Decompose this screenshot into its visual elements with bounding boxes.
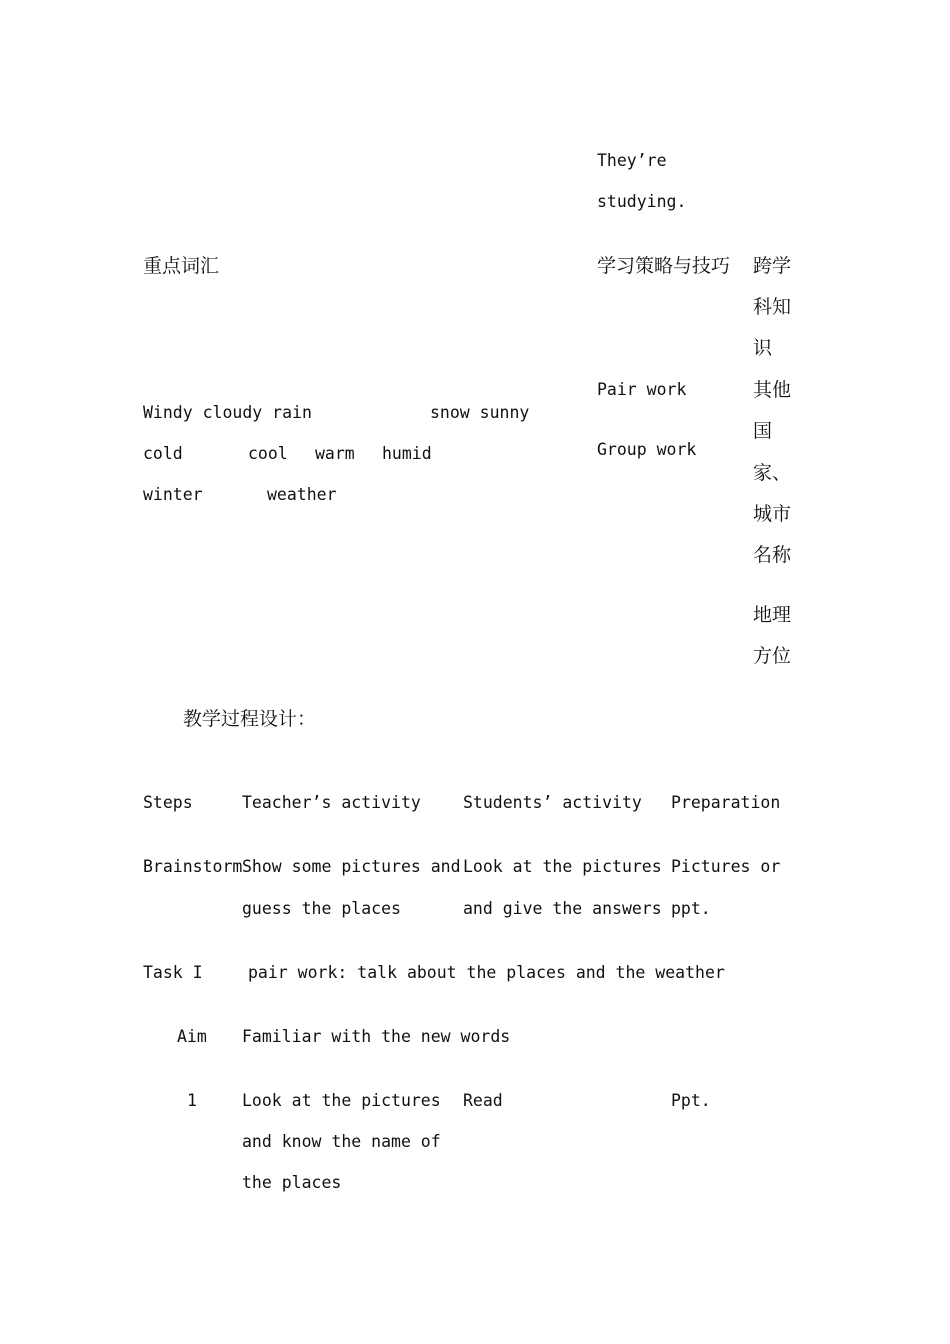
brainstorm-teacher-line-1: Show some pictures and bbox=[242, 857, 461, 876]
cross-heading-line-3: 识 bbox=[753, 337, 773, 359]
cross-item1-line-2: 国 bbox=[753, 420, 773, 442]
brainstorm-step: Brainstorm bbox=[143, 857, 243, 876]
strategy-heading: 学习策略与技巧 bbox=[597, 255, 731, 277]
vocab-winter: winter bbox=[143, 485, 203, 504]
cross-item2-line-1: 地理 bbox=[753, 604, 792, 626]
strategy-pair-work: Pair work bbox=[597, 380, 687, 399]
vocab-warm: warm bbox=[315, 444, 355, 463]
header-students-activity: Students’ activity bbox=[463, 793, 642, 812]
step1-teacher-line-2: and know the name of bbox=[242, 1132, 441, 1151]
brainstorm-students-line-2: and give the answers bbox=[463, 899, 662, 918]
task1-description: pair work: talk about the places and the weather bbox=[248, 963, 725, 982]
example-sentence-line-1: They’re bbox=[597, 151, 667, 170]
step1-prep: Ppt. bbox=[671, 1091, 711, 1110]
vocab-row1-a: Windy cloudy rain bbox=[143, 403, 312, 422]
vocab-row1-b: snow sunny bbox=[430, 403, 530, 422]
vocab-weather: weather bbox=[267, 485, 337, 504]
aim-label: Aim bbox=[177, 1027, 207, 1046]
key-vocab-heading: 重点词汇 bbox=[143, 255, 220, 277]
aim-description: Familiar with the new words bbox=[242, 1027, 511, 1046]
cross-item1-line-4: 城市 bbox=[753, 503, 792, 525]
header-preparation: Preparation bbox=[671, 793, 781, 812]
vocab-cold: cold bbox=[143, 444, 183, 463]
process-title: 教学过程设计： bbox=[183, 708, 317, 730]
strategy-group-work: Group work bbox=[597, 440, 697, 459]
cross-heading-line-2: 科知 bbox=[753, 296, 792, 318]
step1-teacher-line-1: Look at the pictures bbox=[242, 1091, 441, 1110]
vocab-cool: cool bbox=[248, 444, 288, 463]
step1-students: Read bbox=[463, 1091, 503, 1110]
header-steps: Steps bbox=[143, 793, 193, 812]
header-teacher-activity: Teacher’s activity bbox=[242, 793, 421, 812]
cross-item1-line-1: 其他 bbox=[753, 379, 792, 401]
step1-teacher-line-3: the places bbox=[242, 1173, 342, 1192]
brainstorm-teacher-line-2: guess the places bbox=[242, 899, 401, 918]
step1-number: 1 bbox=[187, 1091, 197, 1110]
cross-item1-line-5: 名称 bbox=[753, 544, 792, 566]
vocab-humid: humid bbox=[382, 444, 432, 463]
cross-heading-line-1: 跨学 bbox=[753, 255, 792, 277]
example-sentence-line-2: studying. bbox=[597, 192, 687, 211]
cross-item1-line-3: 家、 bbox=[753, 462, 792, 484]
brainstorm-prep-line-2: ppt. bbox=[671, 899, 711, 918]
cross-item2-line-2: 方位 bbox=[753, 645, 792, 667]
task1-label: Task I bbox=[143, 963, 203, 982]
brainstorm-prep-line-1: Pictures or bbox=[671, 857, 781, 876]
brainstorm-students-line-1: Look at the pictures bbox=[463, 857, 662, 876]
